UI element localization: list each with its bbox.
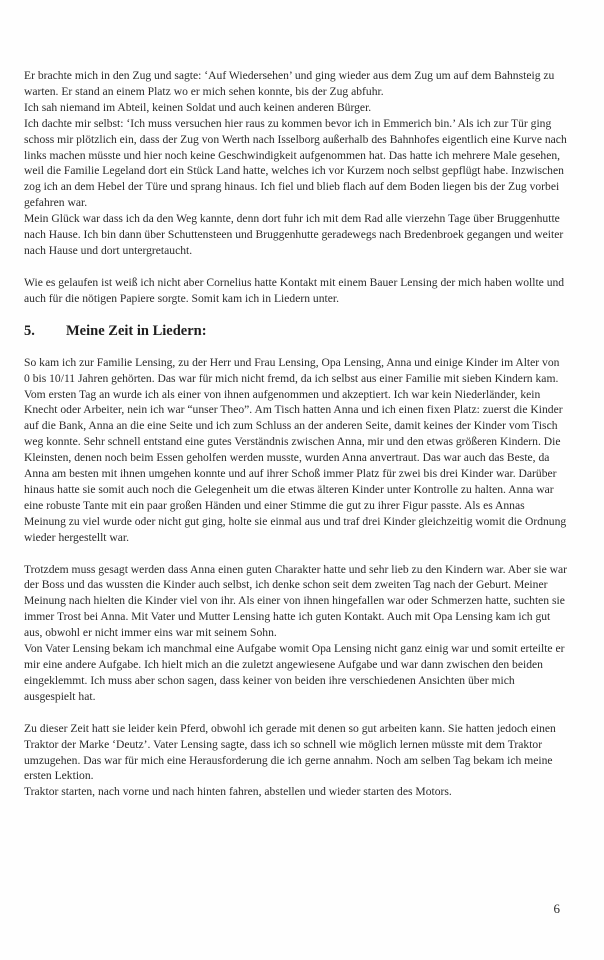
text-line: So kam ich zur Familie Lensing, zu der Herr und Frau Lensing, Opa Lensing, Anna und einige Kinder im Alter von 0 bis 10/11 Jahren gehörten. Das war für mich nicht fremd, da ich selbst aus einer Familie mit sieben Kindern kam. Vom ersten Tag an wurde ich als einer von ihnen aufgenommen und akzeptiert. Ich war kein Niederländer, kein Knecht oder Arbeiter, nein ich war “unser Theo”. Am Tisch hatten Anna und ich einen fixen Platz: zuerst die Kinder auf die Bank, Anna an die eine Seite und ich zum Schluss an der anderen Seite, damit keines der Kinder vom Tisch weg konnte. Sehr schnell entstand eine gutes Verständnis zwischen Anna, mir und den etwas größeren Kindern. Die Kleinsten, denen noch beim Essen geholfen werden musste, wurden Anna anvertraut. Das war auch das Beste, da Anna am besten mit ihnen umgehen konnte und auf ihrer Schoß immer Platz für zwei bis drei Kinder war. Darüber hinaus hatte sie somit auch noch die Gelegenheit um die etwas älteren Kinder unter Kontrolle zu halten. Anna war eine robuste Tante mit ein paar großen Händen und einer Stimme die gut zu ihrer Figur passte. Als es Annas Meinung zu viel wurde oder nicht gut ging, holte sie einmal aus und traf drei Kinder gleichzeitig womit die Ordnung wieder hergestellt war. [24, 355, 567, 544]
text-line: Von Vater Lensing bekam ich manchmal eine Aufgabe womit Opa Lensing nicht ganz einig war und somit erteilte er mir eine andere Aufgabe. Ich hielt mich an die zuletzt angewiesene Aufgabe und war dann zwischen den beiden eingeklemmt. Ich muss aber schon sagen, dass keiner von beiden ihre verschiedenen Ansichten über mich ausgespielt hat. [24, 642, 565, 703]
text-line: Zu dieser Zeit hatt sie leider kein Pferd, obwohl ich gerade mit denen so gut arbeiten kann. Sie hatten jedoch einen Traktor der Marke ‘Deutz’. Vater Lensing sagte, dass ich so schnell wie möglich lernen müsste mit dem Traktor umzugehen. Das war für mich eine Herausforderung die ich gerne annahm. Noch am selben Tag bekam ich meine ersten Lektion. [24, 721, 556, 783]
paragraph-traktor [24, 721, 568, 801]
section-heading [24, 323, 568, 340]
page-number: 6 [553, 901, 560, 916]
text-line: Traktor starten, nach vorne und nach hinten fahren, abstellen und wieder starten des Motors. [24, 785, 452, 799]
paragraph-anna [24, 562, 568, 705]
text-line: Er brachte mich in den Zug und sagte: ‘Auf Wiedersehen’ und ging wieder aus dem Zug um auf dem Bahnsteig zu warten. Er stand an einem Platz wo er mich sehen konnte, bis der Zug abfuhr. [24, 69, 555, 98]
text-line: Ich sah niemand im Abteil, keinen Soldat und auch keinen anderen Bürger. [24, 100, 372, 114]
text-line: Mein Glück war dass ich da den Weg kannte, denn dort fuhr ich mit dem Rad alle vierzehn Tage über Bruggenhutte nach Hause. Ich bin dann über Schuttensteen und Bruggenhutte geradewegs nach Bredenbroek gegangen und weiter nach Hause und dort untergretaucht. [24, 212, 564, 257]
section-number: 5. [24, 322, 35, 339]
document-page [24, 68, 568, 800]
text-line: Ich dachte mir selbst: ‘Ich muss versuchen hier raus zu kommen bevor ich in Emmerich bin.’ Als ich zur Tür ging schoss mir plötzlich ein, dass der Zug von Werth nach Isselborg außerhalb des Bahnhofes eigentlich eine Kurve nach links machen müsste und hier noch keine Geschwindigkeit aufgenommen hat. Das hatte ich mehrere Male gesehen, weil die Familie Legeland dort ein Stück Land hatte, welches ich vor Kurzem noch selbst gepflügt habe. Inzwischen zog ich an dem Hebel der Türe und sprang hinaus. Ich fiel und blieb flach auf dem Boden liegen bis der Zug vorbei gefahren war. [24, 116, 567, 210]
text-line: Wie es gelaufen ist weiß ich nicht aber Cornelius hatte Kontakt mit einem Bauer Lensing der mich haben wollte und auch für die nötigen Papiere sorgte. Somit kam ich in Liedern unter. [24, 275, 565, 305]
paragraph-train [24, 68, 568, 259]
section-title: Meine Zeit in Liedern: [66, 322, 207, 339]
text-line: Trotzdem muss gesagt werden dass Anna einen guten Charakter hatte und sehr lieb zu den Kindern war. Aber sie war der Boss und das wussten die Kinder auch selbst, ich denke schon seit dem zweiten Tag nach der Geburt. Meiner Meinung nach hielten die Kinder viel von ihr. Als einer von ihnen hingefallen war oder Schmerzen hatte, suchten sie immer Trost bei Anna. Mit Vater und Mutter Lensing hatte ich guten Kontakt. Auch mit Opa Lensing kam ich gut aus, obwohl er nicht immer eins war mit seinem Sohn. [24, 562, 568, 640]
paragraph-family-lensing [24, 355, 568, 546]
paragraph-cornelius [24, 275, 568, 307]
